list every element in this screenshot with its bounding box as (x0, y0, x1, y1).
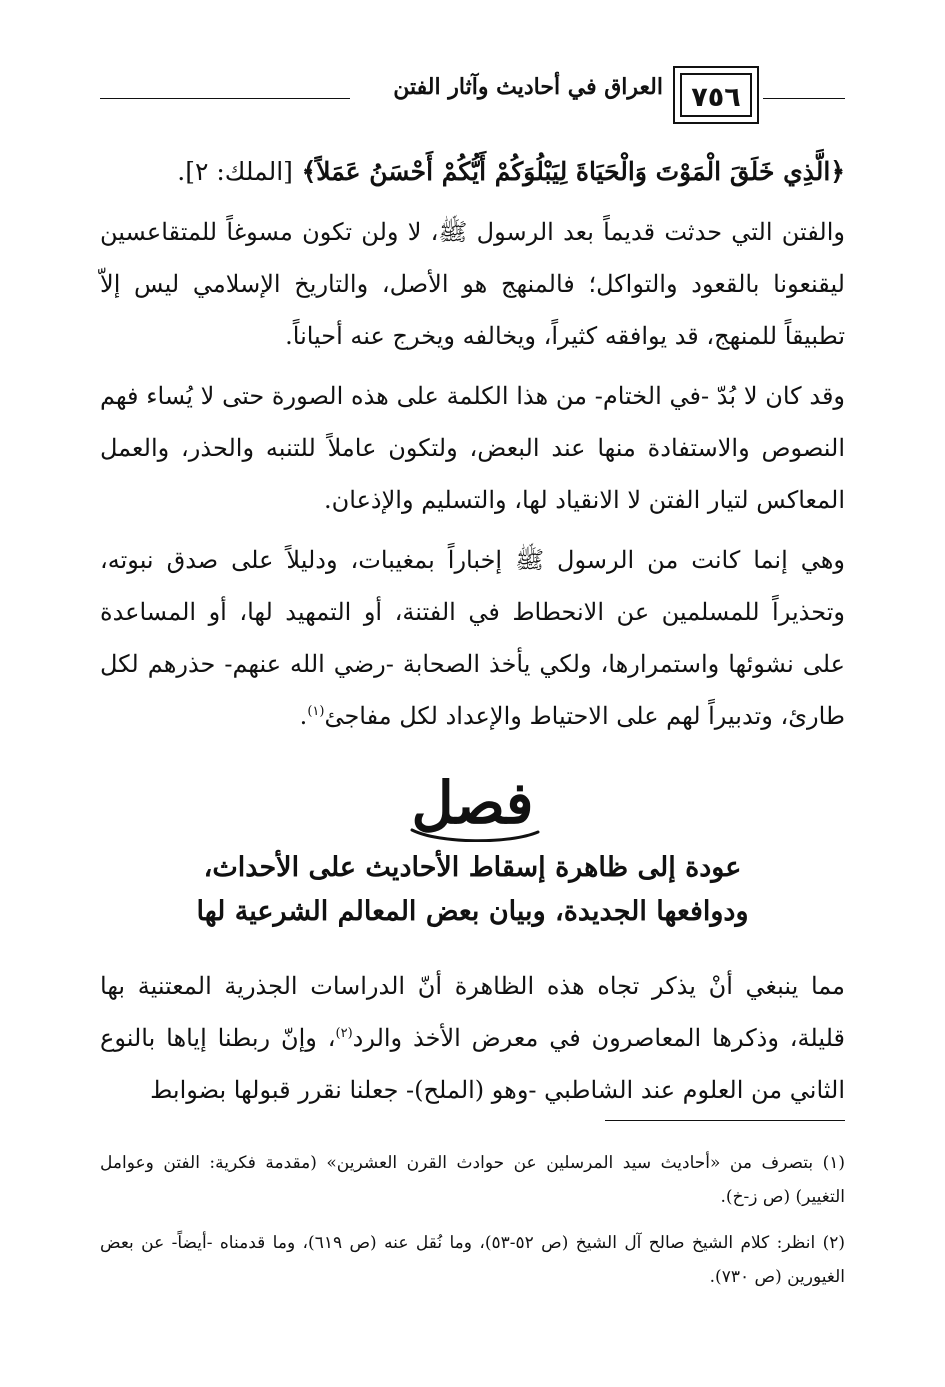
paragraph-text: ، وإنّ ربطنا إياها بالنوع الثاني من العلوم عند الشاطبي -وهو (الملح)- جعلنا نقرر قبولها بضوابط (100, 1024, 845, 1104)
paragraph (100, 534, 845, 742)
page-number: ٧٥٦ (691, 82, 741, 113)
running-title: العراق في أحاديث وآثار الفتن (393, 74, 663, 100)
paragraph: وقد كان لا بُدّ -في الختام- من هذا الكلمة على هذه الصورة حتى لا يُساء فهم النصوص والاستفادة منها عند البعض، ولتكون عاملاً للتنبه والحذر، والعمل المعاكس لتيار الفتن لا الانقياد لها، والتسليم والإذعان. (100, 382, 846, 514)
section-heading-line: ودوافعها الجديدة، وبيان بعض المعالم الشرعية لها (196, 896, 749, 927)
section-heading-line: عودة إلى ظاهرة إسقاط الأحاديث على الأحداث، (203, 852, 742, 883)
footnote-ref: (١) (307, 704, 325, 719)
paragraph (100, 960, 845, 1116)
footnote: (٢) انظر: كلام الشيخ صالح آل الشيخ (ص ٥٢-٥٣)، وما نُقل عنه (ص ٦١٩)، وما قدمناه -أيضاً- عن بعض الغيورين (ص ٧٣٠). (100, 1233, 845, 1287)
verse-reference: [الملك: ٢]. (177, 157, 293, 186)
title-swash-ornament (410, 826, 540, 842)
header-rule (763, 98, 845, 99)
header-rule (100, 98, 350, 99)
paragraph-text: وهي إنما كانت من الرسول ﷺ إخباراً بمغيبات، ودليلاً على صدق نبوته، وتحذيراً للمسلمين عن الانحطاط في الفتنة، أو التمهيد لها، أو المساعدة على نشوئها واستمرارها، ولكي يأخذ الصحابة -رضي الله عنهم- حذرهم لكل طارئ، وتدبيراً لهم على الاحتياط والإعداد لكل مفاجئ (100, 546, 845, 730)
footnote-ref: (٢) (335, 1026, 353, 1041)
page-header (100, 60, 845, 130)
quran-verse (100, 142, 845, 202)
paragraph-end: . (299, 702, 308, 730)
section-title: فصل (411, 769, 534, 837)
paragraph-text: مما ينبغي أنْ يذكر تجاه هذه الظاهرة أنّ الدراسات الجذرية المعتنية بها قليلة، وذكرها المعاصرون في معرض الأخذ والرد (100, 972, 846, 1052)
paragraph: والفتن التي حدثت قديماً بعد الرسول ﷺ، لا ولن تكون مسوغاً للمتقاعسين ليقنعونا بالقعود والتواكل؛ فالمنهج هو الأصل، والتاريخ الإسلامي ليس إلاّ تطبيقاً للمنهج، قد يوافقه كثيراً، ويخالفه ويخرج عنه أحياناً. (100, 218, 845, 350)
footnote-separator (605, 1120, 845, 1121)
footnote: (١) بتصرف من «أحاديث سيد المرسلين عن حوادث القرن العشرين» (مقدمة فكرية: الفتن وعوامل التغيير) (ص ز-خ). (100, 1153, 845, 1207)
page-number-frame (673, 66, 759, 124)
verse-text: ﴿الَّذِي خَلَقَ الْمَوْتَ وَالْحَيَاةَ لِيَبْلُوَكُمْ أَيُّكُمْ أَحْسَنُ عَمَلاً﴾ (301, 157, 845, 186)
